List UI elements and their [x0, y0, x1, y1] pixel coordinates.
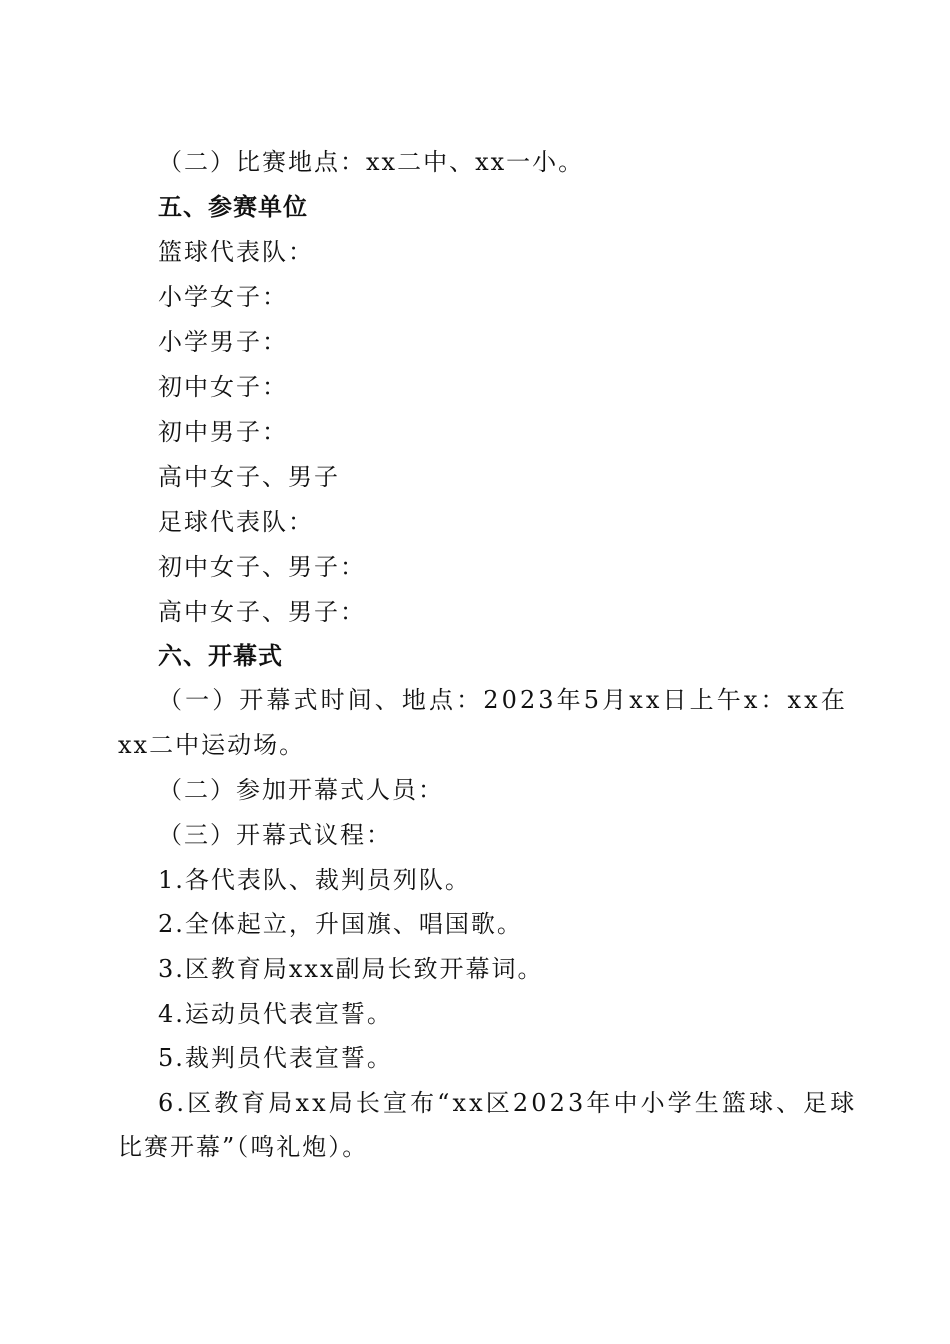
junior-boys-label: 初中男子：	[158, 418, 288, 446]
junior-football-label: 初中女子、男子：	[158, 553, 366, 581]
primary-girls-label: 小学女子：	[158, 283, 288, 311]
senior-basketball-label: 高中女子、男子	[158, 463, 340, 491]
agenda-item-6: 6.区教育局xx局长宣布“xx区2023年中小学生篮球、足球	[158, 1089, 858, 1117]
opening-time-place-line: （一）开幕式时间、地点：2023年5月xx日上午x：xx在	[158, 686, 848, 714]
agenda-item-1: 1.各代表队、裁判员列队。	[158, 866, 471, 894]
venue-line: （二）比赛地点：xx二中、xx一小。	[158, 148, 585, 176]
agenda-item-2: 2.全体起立，升国旗、唱国歌。	[158, 910, 523, 938]
section-heading-participants: 五、参赛单位	[158, 193, 308, 221]
agenda-item-3: 3.区教育局xxx副局长致开幕词。	[158, 955, 544, 983]
junior-girls-label: 初中女子：	[158, 373, 288, 401]
football-team-label: 足球代表队：	[158, 508, 314, 536]
attendees-line: （二）参加开幕式人员：	[158, 776, 444, 804]
senior-football-label: 高中女子、男子：	[158, 598, 366, 626]
opening-time-place-continuation: xx二中运动场。	[118, 731, 306, 759]
agenda-item-5: 5.裁判员代表宣誓。	[158, 1044, 393, 1072]
agenda-item-4: 4.运动员代表宣誓。	[158, 1000, 393, 1028]
basketball-team-label: 篮球代表队：	[158, 238, 314, 266]
section-heading-opening: 六、开幕式	[158, 642, 283, 670]
agenda-item-6-continuation: 比赛开幕”（鸣礼炮）。	[118, 1133, 369, 1161]
agenda-heading: （三）开幕式议程：	[158, 821, 392, 849]
primary-boys-label: 小学男子：	[158, 328, 288, 356]
